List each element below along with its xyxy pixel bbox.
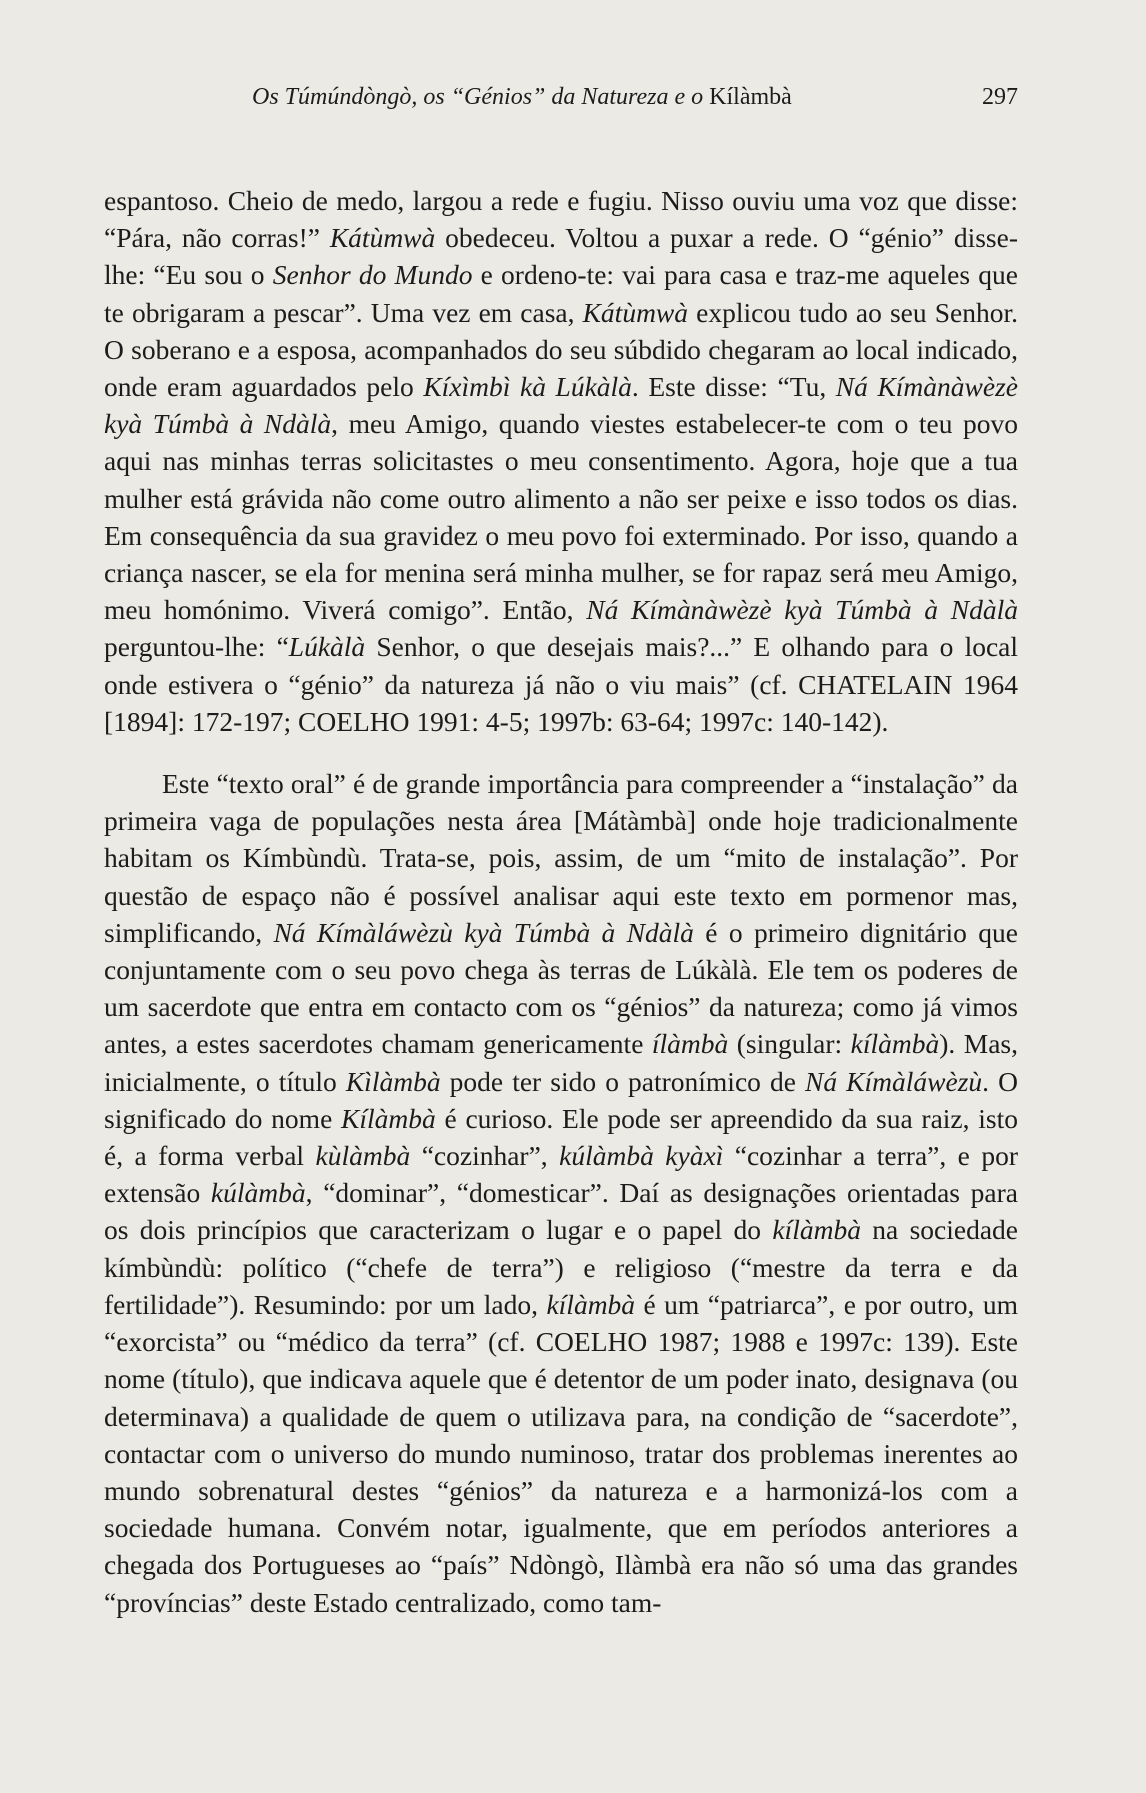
text-run: espantoso. Cheio de medo, largou a rede e fugiu. Nisso ouviu uma voz que disse: “Pára, não corras!” bbox=[104, 185, 1018, 254]
italic-term: Kíxìmbì kà Lúkàlà bbox=[423, 371, 632, 403]
text-run: (singular: bbox=[728, 1028, 851, 1060]
text-run: . O significado do nome bbox=[104, 1065, 1018, 1134]
italic-term: kílàmbà bbox=[772, 1214, 861, 1246]
running-title bbox=[252, 84, 792, 111]
italic-term: Senhor do Mundo bbox=[272, 259, 473, 291]
body-text bbox=[104, 182, 1018, 1621]
text-run: é um “patriarca”, e por outro, um “exorcista” ou “médico da terra” (cf. COELHO 1987; 1988 e 1997c: 139). Este nome (título), que indicava aquele que é detentor de um poder inato, designava (ou determinava) a qualidade de quem o utilizava para, na condição de “sacerdote”, contactar com o universo do mundo numinoso, tratar dos problemas inerentes ao mundo sobrenatural destes “génios” da natureza e a harmonizá-los com a sociedade humana. Convém notar, igualmente, que em períodos anteriores a chegada dos Portugueses ao “país” Ndòngò, Ilàmbà era não só uma das grandes “províncias” deste Estado centralizado, como tam- bbox=[104, 1288, 1018, 1618]
italic-term: Ná Kímànàwèzè kyà Túmbà à Ndàlà bbox=[104, 371, 1019, 440]
italic-term: Kátùmwà bbox=[582, 296, 689, 328]
paragraph bbox=[104, 765, 1018, 1621]
italic-term: Ná Kímànàwèzè kyà Túmbà à Ndàlà bbox=[586, 594, 1018, 626]
paragraph bbox=[104, 182, 1018, 740]
italic-term: kílàmbà bbox=[546, 1288, 636, 1320]
running-title-italic: Os Túmúndòngò, os “Génios” da Natureza e o bbox=[252, 84, 704, 110]
italic-term: Kílàmbà bbox=[341, 1102, 436, 1134]
text-run: “cozinhar”, bbox=[410, 1140, 560, 1172]
italic-term: kùlàmbà bbox=[315, 1140, 411, 1172]
italic-term: Kìlàmbà bbox=[345, 1065, 441, 1097]
text-run: . Este disse: “Tu, bbox=[631, 371, 836, 403]
text-run: é o primeiro dignitário que conjuntamente com o seu povo chega às terras de Lúkàlà. Ele tem os poderes de um sacerdote que entra em contacto com os “génios” da natureza; como já vimos antes, a estes sacerdotes chamam genericamente bbox=[104, 916, 1018, 1060]
text-run: , “dominar”, “domesticar”. Daí as designações orientadas para os dois princípios que caracterizam o lugar e o papel do bbox=[104, 1177, 1018, 1246]
text-run: explicou tudo ao seu Senhor. O soberano e a esposa, acompanhados do seu súbdido chegaram ao local indicado, onde eram aguardados pelo bbox=[104, 296, 1018, 403]
italic-term: Lúkàlà bbox=[288, 631, 366, 663]
text-run: obedeceu. Voltou a puxar a rede. O “génio” disse-lhe: “Eu sou o bbox=[104, 222, 1018, 291]
text-run: é curioso. Ele pode ser apreendido da sua raiz, isto é, a forma verbal bbox=[104, 1102, 1018, 1172]
text-run: Este “texto oral” é de grande importância para compreender a “instalação” da primeira vaga de populações nesta área [Mátàmbà] onde hoje tradicionalmente habitam os Kímbùndù. Trata-se, pois, assim, de um “mito de instalação”. Por questão de espaço não é possível analisar aqui este texto em pormenor mas, simplificando, bbox=[104, 768, 1018, 948]
italic-term: kílàmbà bbox=[850, 1028, 940, 1060]
italic-term: Kátùmwà bbox=[329, 222, 436, 254]
text-run: e ordeno-te: vai para casa e traz-me aqueles que te obrigaram a pescar”. Uma vez em casa, bbox=[104, 259, 1018, 328]
text-run: pode ter sido o patronímico de bbox=[440, 1065, 806, 1097]
page-number: 297 bbox=[982, 84, 1018, 110]
italic-term: ílàmbà bbox=[651, 1028, 729, 1060]
running-title-upright: Kílàmbà bbox=[709, 84, 792, 110]
italic-term: kúlàmbà kyàxì bbox=[559, 1140, 724, 1172]
text-run: , meu Amigo, quando viestes estabelecer-te com o teu povo aqui nas minhas terras solicitastes o meu consentimento. Agora, hoje que a tua mulher está grávida não come outro alimento a não ser peixe e isso todos os dias. Em consequência da sua gravidez o meu povo foi exterminado. Por isso, quando a criança nascer, se ela for menina será minha mulher, se for rapaz será meu Amigo, meu homónimo. Viverá comigo”. Então, bbox=[104, 408, 1018, 626]
italic-term: kúlàmbà bbox=[210, 1177, 306, 1209]
running-header bbox=[104, 82, 1018, 122]
text-run: “cozinhar a terra”, e por extensão bbox=[104, 1140, 1019, 1209]
text-run: Senhor, o que desejais mais?...” E olhando para o local onde estivera o “génio” da natureza já não o viu mais” (cf. CHATELAIN 1964 [1894]: 172-197; COELHO 1991: 4-5; 1997b: 63-64; 1997c: 140-142). bbox=[104, 631, 1019, 737]
italic-term: Ná Kímàláwèzù bbox=[805, 1065, 983, 1097]
text-run: perguntou-lhe: “ bbox=[104, 631, 289, 663]
italic-term: Ná Kímàláwèzù kyà Túmbà à Ndàlà bbox=[273, 916, 694, 948]
text-run: ). Mas, inicialmente, o título bbox=[104, 1028, 1018, 1097]
text-run: na sociedade kímbùndù: político (“chefe de terra”) e religioso (“mestre da terra e da fertilidade”). Resumindo: por um lado, bbox=[104, 1214, 1018, 1320]
